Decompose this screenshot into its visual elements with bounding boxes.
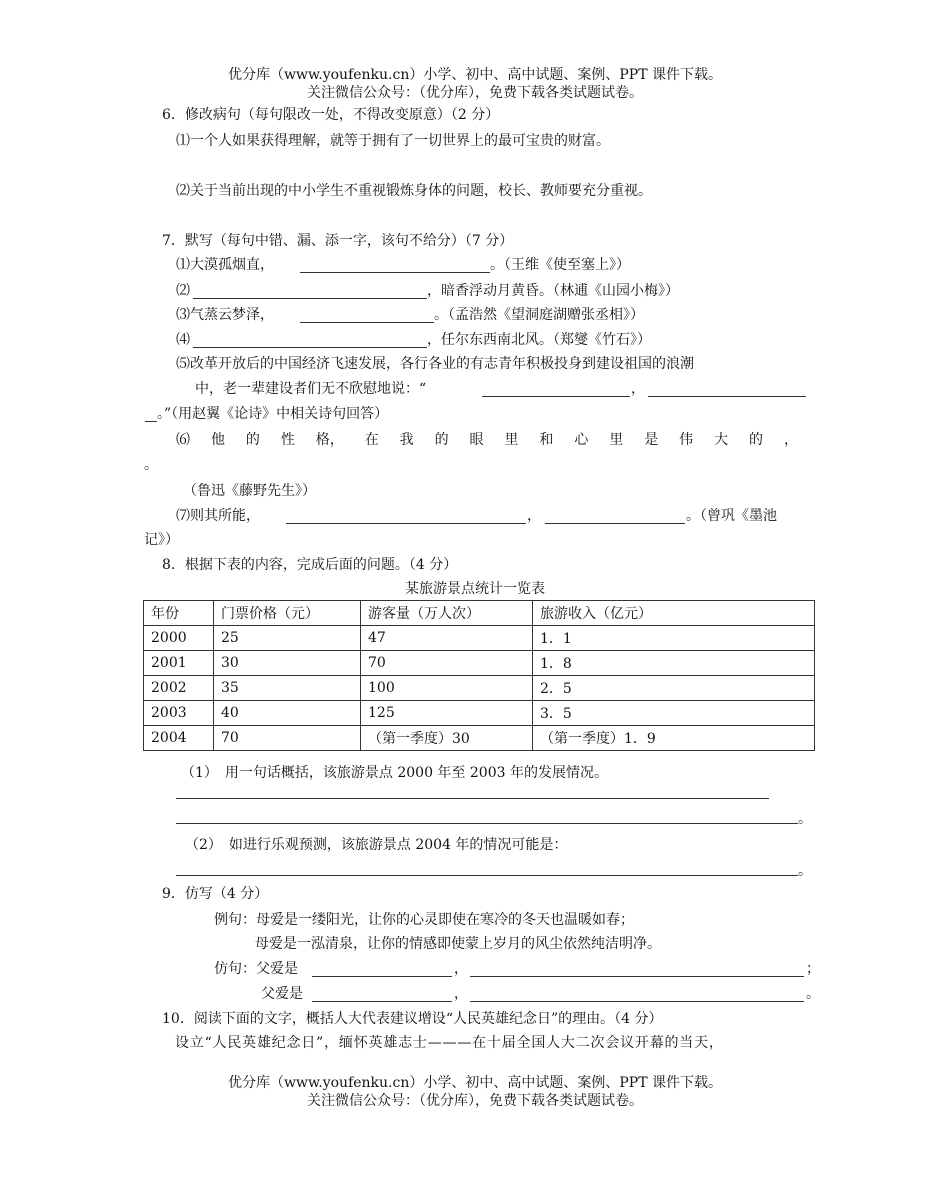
table-row: [144, 726, 815, 751]
q8-part-2-end: 。: [798, 863, 812, 879]
table-cell: 2001: [144, 651, 214, 676]
q7-item-5-suffix: 。”（用赵翼《论诗》中相关诗句回答）: [157, 406, 389, 422]
q7-item-5-blank-2[interactable]: [648, 396, 806, 397]
q7-item-6-char: ，: [783, 432, 798, 448]
table-header-cell: 年份: [144, 601, 214, 626]
table-cell: 3．5: [533, 701, 815, 726]
q7-item-3-blank[interactable]: [300, 322, 434, 323]
q7-item-2-suffix: ，暗香浮动月黄昏。（林逋《山园小梅》）: [427, 283, 679, 299]
table-cell: 35: [214, 676, 361, 701]
table-caption: 某旅游景点统计一览表: [405, 581, 545, 597]
q6-sentence-2: ⑵关于当前出现的中小学生不重视锻炼身体的问题，校长、教师要充分重视。: [176, 183, 652, 199]
q9-imitate-2-blank-2[interactable]: [470, 1001, 804, 1002]
q7-item-6-char: 他: [210, 432, 225, 448]
q7-item-6-line: [176, 431, 798, 449]
table-cell: 2002: [144, 676, 214, 701]
table-cell: 30: [214, 651, 361, 676]
q7-item-6-char: 里: [504, 432, 519, 448]
q7-item-1-suffix: 。（王维《使至塞上》）: [490, 257, 630, 273]
table-row: [144, 676, 815, 701]
page-footer-line-2: 关注微信公众号：（优分库），免费下载各类试题试卷。: [307, 1093, 643, 1109]
q8-part-2-answer-line[interactable]: [176, 875, 798, 876]
table-cell: （第一季度）1．9: [533, 726, 815, 751]
q7-item-4-suffix: ，任尔东西南北风。（郑燮《竹石》）: [427, 332, 651, 348]
q7-item-5-comma: ，: [631, 381, 645, 397]
table-cell: 25: [214, 626, 361, 651]
q7-item-6-char: 的: [434, 432, 449, 448]
table-header-cell: 门票价格（元）: [214, 601, 361, 626]
q9-imitate-1-blank-2[interactable]: [470, 976, 804, 977]
q9-imitate-1-blank-1[interactable]: [312, 976, 452, 977]
table-cell: 70: [214, 726, 361, 751]
q7-item-6-period: 。: [144, 457, 158, 473]
q7-title: 7．默写（每句中错、漏、添一字，该句不给分）（7 分）: [162, 233, 514, 249]
table-cell: 2004: [144, 726, 214, 751]
q7-item-5-blank-1[interactable]: [482, 396, 630, 397]
q7-item-2-prefix: ⑵: [176, 283, 190, 299]
table-cell: 2003: [144, 701, 214, 726]
q9-example-1: 例句：母爱是一缕阳光，让你的心灵即使在寒冷的冬天也温暖如春；: [214, 912, 634, 928]
q7-item-6-char: 大: [714, 432, 729, 448]
table-cell: 2000: [144, 626, 214, 651]
table-header-row: [144, 601, 815, 626]
q8-title: 8．根据下表的内容，完成后面的问题。（4 分）: [162, 557, 458, 573]
q7-item-3-suffix: 。（孟浩然《望洞庭湖赠张丞相》）: [434, 307, 644, 323]
table-cell: 100: [361, 676, 533, 701]
table-cell: 2．5: [533, 676, 815, 701]
q9-example-2: 母爱是一泓清泉，让你的情感即使蒙上岁月的风尘依然纯洁明净。: [255, 936, 661, 952]
q7-item-6-char: 在: [364, 432, 379, 448]
q7-item-6-char: 性: [280, 432, 295, 448]
q7-item-7-source-end: 记》）: [144, 532, 179, 548]
q7-item-6-char: 是: [644, 432, 659, 448]
q7-item-6-char: 和: [539, 432, 554, 448]
q9-imitate-2-comma: ，: [454, 986, 468, 1002]
q8-part-1-answer-line-2[interactable]: [176, 823, 798, 824]
q7-item-7-blank-2[interactable]: [545, 523, 685, 524]
q7-item-5-line-1: ⑸改革开放后的中国经济飞速发展，各行各业的有志青年积极投身到建设祖国的浪潮: [176, 356, 694, 372]
table-header-cell: 游客量（万人次）: [361, 601, 533, 626]
table-cell: 47: [361, 626, 533, 651]
q7-item-6-source: （鲁迅《藤野先生》）: [183, 483, 316, 499]
table-cell: 70: [361, 651, 533, 676]
q8-part-1-end: 。: [798, 811, 812, 827]
table-cell: 1．8: [533, 651, 815, 676]
q7-item-6-char: 我: [399, 432, 414, 448]
table-row: [144, 701, 815, 726]
q6-title: 6．修改病句（每句限改一处，不得改变原意）（2 分）: [162, 107, 500, 123]
q8-part-1-answer-line-1[interactable]: [176, 798, 769, 799]
table-cell: 1．1: [533, 626, 815, 651]
q7-item-6-char: 伟: [679, 432, 694, 448]
q8-part-2: （2） 如进行乐观预测，该旅游景点 2004 年的情况可能是：: [185, 837, 568, 853]
q7-item-3-prefix: ⑶气蒸云梦泽，: [176, 307, 274, 323]
q9-imitate-2-prefix: 父爱是: [261, 986, 303, 1002]
q7-item-6-char: 里: [609, 432, 624, 448]
table-row: [144, 651, 815, 676]
page-footer-line-1: 优分库（www.youfenku.cn）小学、初中、高中试题、案例、PPT 课件下载。: [227, 1075, 722, 1091]
q10-title: 10．阅读下面的文字，概括人大代表建议增设“人民英雄纪念日”的理由。（4 分）: [162, 1011, 663, 1027]
q7-item-7-source: 。（曾巩《墨池: [686, 508, 777, 524]
q9-imitate-2-blank-1[interactable]: [312, 1001, 452, 1002]
q7-item-6-char: 的: [245, 432, 260, 448]
q8-part-1: （1） 用一句话概括，该旅游景点 2000 年至 2003 年的发展情况。: [181, 765, 608, 781]
q7-item-7-comma: ，: [527, 508, 541, 524]
q7-item-6-char: 眼: [469, 432, 484, 448]
q7-item-7-blank-1[interactable]: [286, 523, 526, 524]
page-header-line-1: 优分库（www.youfenku.cn）小学、初中、高中试题、案例、PPT 课件下载。: [227, 67, 722, 83]
table-row: [144, 626, 815, 651]
table-cell: （第一季度）30: [361, 726, 533, 751]
q7-item-6-char: ⑹: [176, 432, 190, 448]
table-header-cell: 旅游收入（亿元）: [533, 601, 815, 626]
q7-item-5-blank-2-wrap[interactable]: [145, 421, 157, 422]
q9-imitate-2-end: 。: [806, 986, 820, 1002]
table-cell: 40: [214, 701, 361, 726]
q7-item-6-char: 心: [574, 432, 589, 448]
q7-item-4-blank[interactable]: [193, 347, 427, 348]
stats-table: [143, 600, 815, 751]
q7-item-1-blank[interactable]: [300, 272, 490, 273]
q7-item-5-line-2: 中，老一辈建设者们无不欣慰地说：“: [195, 381, 427, 397]
q7-item-6-char: 的: [749, 432, 763, 448]
q6-sentence-1: ⑴一个人如果获得理解，就等于拥有了一切世界上的最可宝贵的财富。: [176, 133, 610, 149]
q9-imitate-1-end: ；: [806, 961, 820, 977]
q10-passage: 设立“人民英雄纪念日”，缅怀英雄志士———在十届全国人大二次会议开幕的当天，: [175, 1035, 724, 1051]
q9-imitate-1-comma: ，: [454, 961, 468, 977]
q9-title: 9．仿写（4 分）: [162, 886, 269, 902]
q7-item-6-char: 格，: [315, 432, 344, 448]
q7-item-4-prefix: ⑷: [176, 332, 190, 348]
page-header-line-2: 关注微信公众号：（优分库），免费下载各类试题试卷。: [307, 85, 643, 101]
q7-item-2-blank[interactable]: [193, 298, 427, 299]
q9-imitate-1-prefix: 仿句：父爱是: [214, 961, 298, 977]
q7-item-1-prefix: ⑴大漠孤烟直，: [176, 257, 274, 273]
table-cell: 125: [361, 701, 533, 726]
q7-item-7-prefix: ⑺则其所能，: [176, 508, 260, 524]
